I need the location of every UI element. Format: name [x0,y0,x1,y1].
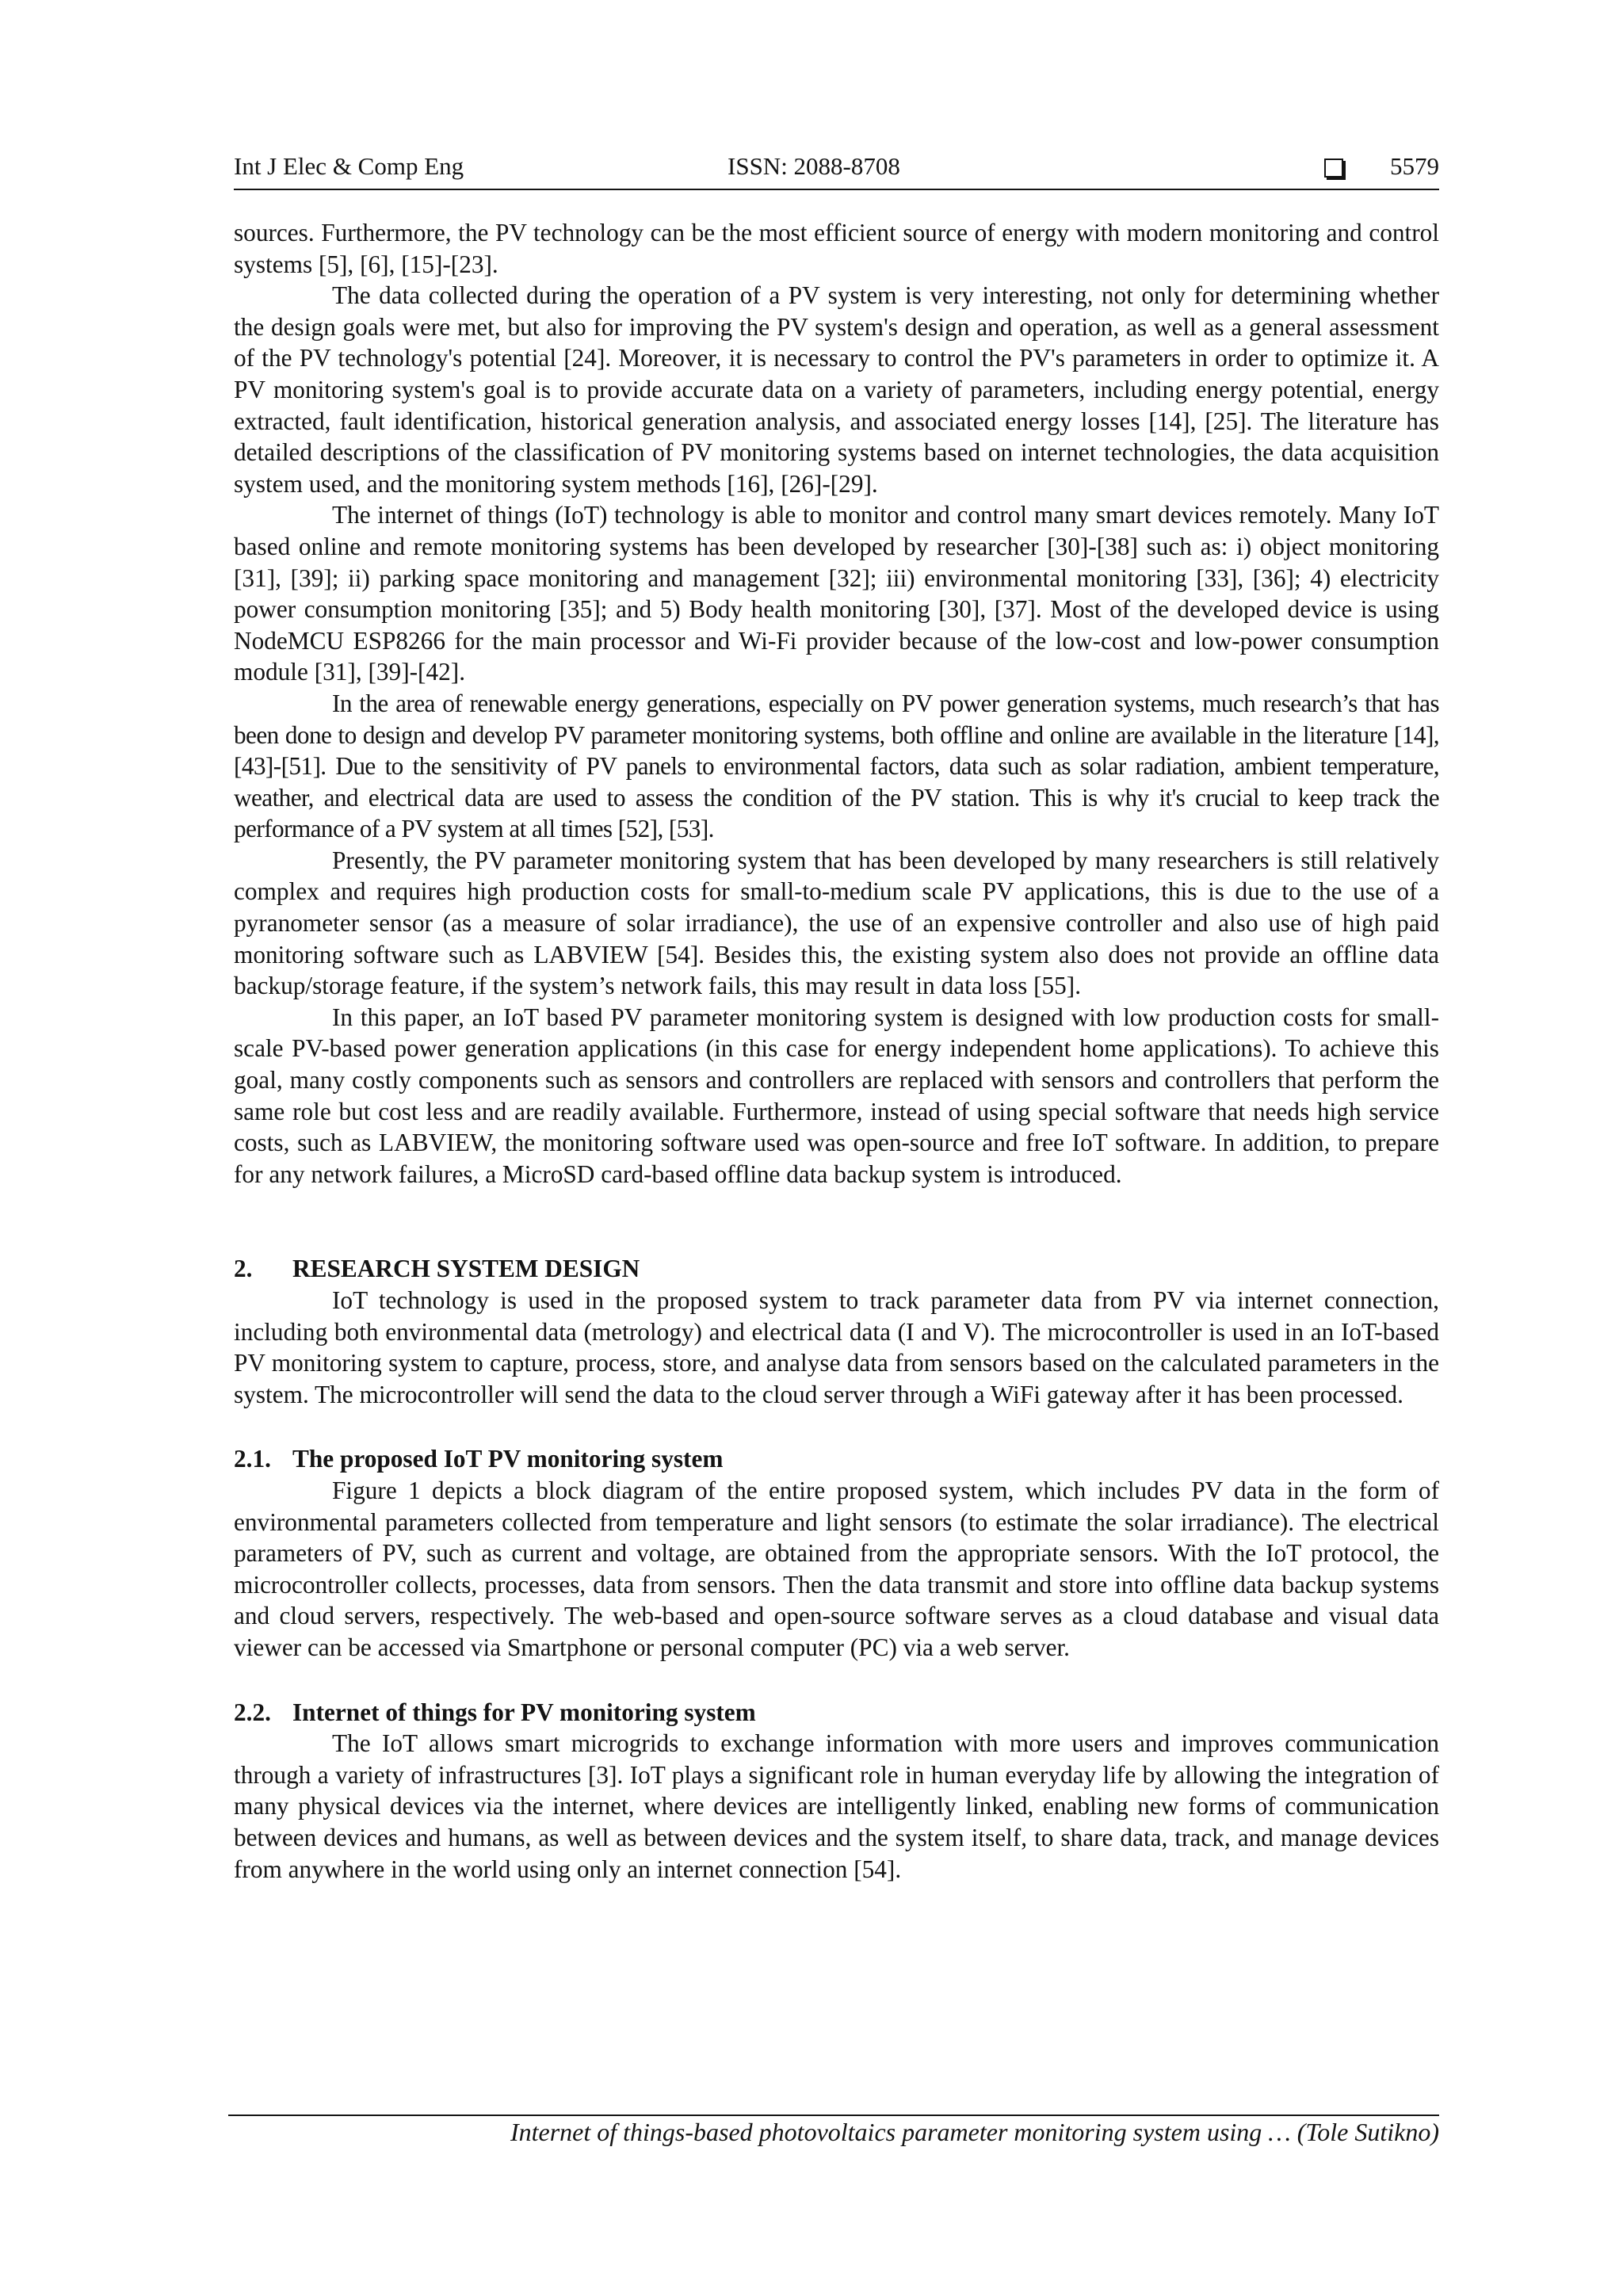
paragraph: The IoT allows smart microgrids to exchange information with more users and improves communication through a variety of infrastructures [3]. IoT plays a significant role in human everyday life by allowing the integration of many physical devices via the internet, where devices are intelligently linked, enabling new forms of communication between devices and humans, as well as between devices and the system itself, to share data, track, and manage devices from anywhere in the world using only an internet connection [54]. [234,1729,1439,1883]
paragraph: The internet of things (IoT) technology is able to monitor and control many smart devices remotely. Many IoT based online and remote monitoring systems has been developed by researcher [30]-[38] such as: i) object monitoring [31], [39]; ii) parking space monitoring and management [32]; iii) environmental monitoring [33], [36]; 4) electricity power consumption monitoring [35]; and 5) Body health monitoring [30], [37]. Most of the developed device is using NodeMCU ESP8266 for the main processor and Wi-Fi provider because of the low-cost and low-power consumption module [31], [39]-[42]. [234,501,1439,686]
header-rule [234,189,1439,190]
issn: ISSN: 2088-8708 [727,152,900,180]
paragraph: Presently, the PV parameter monitoring system that has been developed by many researchers is still relatively complex and requires high production costs for small-to-medium scale PV applications, this is due to the use of a pyranometer sensor (as a measure of solar irradiance), the use of an expensive controller and also use of high paid monitoring software such as LABVIEW [54]. Besides this, the existing system also does not provide an offline data backup/storage feature, if the system’s network fails, this may result in data loss [55]. [234,846,1439,1000]
body-text [234,217,1439,1885]
section-title: RESEARCH SYSTEM DESIGN [292,1255,640,1283]
checkbox-square-icon [1324,159,1343,178]
section-number: 2. [234,1255,253,1283]
subsection-heading [234,1443,1439,1475]
footer-rule [228,2115,1439,2116]
journal-name: Int J Elec & Comp Eng [234,152,464,180]
section-heading [234,1253,1439,1285]
subsection-title: The proposed IoT PV monitoring system [292,1445,724,1473]
subsection-heading [234,1697,1439,1729]
paragraph: The data collected during the operation of a PV system is very interesting, not only for determining whether the design goals were met, but also for improving the PV system's design and operation, as well as a general assessment of the PV technology's potential [24]. Moreover, it is necessary to control the PV's parameters in order to optimize it. A PV monitoring system's goal is to provide accurate data on a variety of parameters, including energy potential, energy extracted, fault identification, historical generation analysis, and associated energy losses [14], [25]. The literature has detailed descriptions of the classification of PV monitoring systems based on internet technologies, the data acquisition system used, and the monitoring system methods [16], [26]-[29]. [234,281,1439,498]
paragraph: In the area of renewable energy generations, especially on PV power generation systems, much research’s that has been done to design and develop PV parameter monitoring systems, both offline and online are available in the literature [14], [43]-[51]. Due to the sensitivity of PV panels to environmental factors, data such as solar radiation, ambient temperature, weather, and electrical data are used to assess the condition of the PV station. This is why it's crucial to keep track the performance of a PV system at all times [52], [53]. [234,689,1439,843]
paragraph: IoT technology is used in the proposed system to track parameter data from PV via internet connection, including both environmental data (metrology) and electrical data (I and V). The microcontroller is used in an IoT-based PV monitoring system to capture, process, store, and analyse data from sensors based on the calculated parameters in the system. The microcontroller will send the data to the cloud server through a WiFi gateway after it has been processed. [234,1286,1439,1408]
subsection-number: 2.2. [234,1698,271,1726]
running-title: Internet of things-based photovoltaics parameter monitoring system using … (Tole Sutikno) [510,2118,1439,2146]
subsection-number: 2.1. [234,1445,271,1473]
paragraph-continued: sources. Furthermore, the PV technology can be the most efficient source of energy with modern monitoring and control systems [5], [6], [15]-[23]. [234,219,1439,278]
paragraph: In this paper, an IoT based PV parameter monitoring system is designed with low production costs for small-scale PV-based power generation applications (in this case for energy independent home applications). To achieve this goal, many costly components such as sensors and controllers are replaced with sensors and controllers that perform the same role but cost less and are readily available. Furthermore, instead of using special software that needs high service costs, such as LABVIEW, the monitoring software used was open-source and free IoT software. In addition, to prepare for any network failures, a MicroSD card-based offline data backup system is introduced. [234,1003,1439,1188]
page-number: 5579 [1390,152,1439,180]
subsection-title: Internet of things for PV monitoring system [292,1698,756,1726]
page-header [234,152,1439,192]
paragraph: Figure 1 depicts a block diagram of the entire proposed system, which includes PV data in the form of environmental parameters collected from temperature and light sensors (to estimate the solar irradiance). The electrical parameters of PV, such as current and voltage, are obtained from the appropriate sensors. With the IoT protocol, the microcontroller collects, processes, data from sensors. Then the data transmit and store into offline data backup systems and cloud servers, respectively. The web-based and open-source software serves as a cloud database and visual data viewer can be accessed via Smartphone or personal computer (PC) via a web server. [234,1476,1439,1661]
